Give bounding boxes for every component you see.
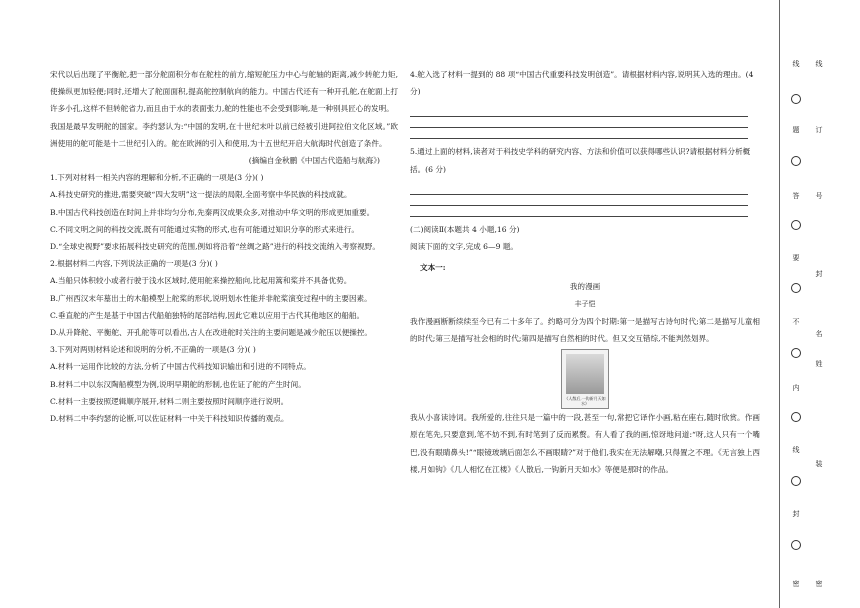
binding-hole (791, 476, 801, 486)
comic-illustration (561, 349, 609, 409)
question-stem: 1.下列对材料一相关内容的理解和分析,不正确的一项是(3 分)( ) (50, 173, 264, 183)
answer-line[interactable] (410, 106, 748, 117)
essay-paragraph-2: 我从小喜读诗词。我所爱的,往往只是一篇中的一段,甚至一句,常把它译作小画,粘在座右,随时欣赏。作画原在笔先,只要意到,笔不妨不到,有时笔到了反而累赘。有人看了我的画,惊讶地问道:“呀,这人只有一个嘴巴,没有眼睛鼻头!”“眼镜玻璃后面怎么不画眼睛?”对于他们,我实在无法解嘲,只得置之不理。《无言独上西楼,月如钩》《几人相忆在江楼》《人散后,一钩新月天如水》等便是那时的作品。 (410, 413, 760, 474)
text-one-label: 文本一: (420, 263, 446, 273)
binding-hole (791, 540, 801, 550)
material-two-paragraph-2: 我国是最早发明舵的国家。李约瑟认为:“中国的发明,在十世纪末叶以前已经被引进阿拉伯文化区域。”欧洲使用的舵可能是十二世纪引入的。舵在欧洲的引入和使用,为十五世纪开启大航海时代创造了条件。 (50, 121, 398, 148)
binding-hole (791, 283, 801, 293)
material-source: (摘编自金秋鹏《中国古代造船与航海》) (248, 156, 380, 166)
binding-mark: 封 (815, 270, 823, 278)
option-c: C.垂直舵的产生是基于中国古代船舶独特的尾部结构,因此它难以应用于古代其他地区的船舶。 (50, 310, 365, 320)
option-a: A.材料一运用作比较的方法,分析了中国古代科技知识输出和引进的不同特点。 (50, 362, 311, 372)
binding-divider (779, 0, 780, 608)
answer-line[interactable] (410, 206, 748, 217)
answer-line[interactable] (410, 195, 748, 206)
answer-line[interactable] (410, 117, 748, 128)
option-c: C.不同文明之间的科技交流,既有可能通过实物的形式,也有可能通过知识分享的形式来进行。 (50, 224, 359, 234)
binding-mark: 线 (815, 60, 823, 68)
binding-hole (791, 220, 801, 230)
binding-mark: 密 (792, 580, 800, 588)
option-d: D.“全球史视野”要求拓展科技史研究的范围,例如将沿着“丝绸之路”进行的科技交流纳入考察视野。 (50, 242, 380, 252)
question-stem: 3.下列对两则材料论述和说明的分析,不正确的一项是(3 分)( ) (50, 345, 256, 355)
binding-hole (791, 94, 801, 104)
option-b: B.材料二中以东汉陶船模型为例,说明早期舵的形制,也佐证了舵的产生时间。 (50, 379, 306, 389)
question-4: 4.舵入选了材料一提到的 88 项“中国古代重要科技发明创造”。请根据材料内容,说明其入选的理由。(4 分) (410, 70, 754, 97)
section-instruction: 阅读下面的文字,完成 6—9 题。 (410, 242, 519, 252)
binding-mark: 线 (792, 446, 800, 454)
question-3 (50, 341, 398, 427)
binding-hole (791, 156, 801, 166)
binding-mark: 线 (792, 60, 800, 68)
answer-line[interactable] (410, 184, 748, 195)
answer-area-5[interactable] (410, 184, 760, 217)
option-b: B.中国古代科技创造在时间上并非均匀分布,先秦两汉成果众多,对推动中华文明的形成更加重要。 (50, 207, 375, 217)
binding-mark: 要 (792, 254, 800, 262)
answer-area-4[interactable] (410, 106, 760, 139)
section-title: (二)阅读Ⅱ(本题共 4 小题,16 分) (410, 224, 520, 234)
right-column (410, 66, 760, 478)
binding-mark: 号 (815, 192, 823, 200)
question-1 (50, 169, 398, 255)
option-b: B.广州西汉末年墓出土的木船模型上舵桨的形状,说明划水性能并非舵桨演变过程中的主要因素。 (50, 293, 372, 303)
material-two-paragraph-1: 宋代以后出现了平衡舵,把一部分舵面积分布在舵柱的前方,缩短舵压力中心与舵轴的距离,减少转舵力矩,使操纵更加轻便;同时,还增大了舵面面积,提高舵控制航向的能力。中国古代还有一种开孔舵,在舵面上打许多小孔,这样不但转舵省力,而且由于水的表面张力,舵的性能也不会受到影响,是一种别具匠心的发明。 (50, 70, 398, 114)
option-a: A.当船只体积较小或者行驶于浅水区域时,使用舵来操控船向,比起用篙和桨并不具备优势。 (50, 276, 352, 286)
comic-picture (566, 354, 604, 394)
option-d: D.材料二中李约瑟的论断,可以佐证材料一中关于科技知识传播的观点。 (50, 414, 289, 424)
binding-mark: 不 (792, 318, 800, 326)
binding-right-strip (813, 0, 825, 608)
binding-mark: 姓 (815, 360, 823, 368)
comic-caption: 《人散后,一钩新月天如水》 (564, 396, 606, 407)
question-stem: 2.根据材料二内容,下列说法正确的一项是(3 分)( ) (50, 259, 218, 269)
binding-mark: 订 (815, 126, 823, 134)
binding-mark: 名 (815, 330, 823, 338)
binding-hole (791, 412, 801, 422)
binding-mark: 内 (792, 384, 800, 392)
option-a: A.科技史研究的推进,需要突破“四大发明”这一提法的局限,全面考察中华民族的科技成就。 (50, 190, 352, 200)
question-2 (50, 255, 398, 341)
left-column (50, 66, 398, 427)
answer-line[interactable] (410, 128, 748, 139)
binding-mark: 答 (792, 192, 800, 200)
binding-mark: 装 (815, 460, 823, 468)
option-d: D.从升降舵、平衡舵、开孔舵等可以看出,古人在改进舵时关注的主要问题是减少舵压以便操控。 (50, 328, 372, 338)
essay-author: 丰子恺 (574, 299, 596, 308)
essay-paragraph-1: 我作漫画断断续续至今已有二十多年了。约略可分为四个时期:第一是描写古诗句时代;第二是描写儿童相的时代;第三是描写社会相的时代;第四是描写自然相的时代。但又交互错综,不能判然划界。 (410, 316, 760, 344)
essay-title: 我的漫画 (569, 282, 601, 292)
binding-left-strip (790, 0, 802, 608)
binding-mark: 密 (815, 580, 823, 588)
binding-mark: 题 (792, 126, 800, 134)
binding-hole (791, 348, 801, 358)
question-5: 5.通过上面的材料,读者对于科技史学科的研究内容、方法和价值可以获得哪些认识?请根据材料分析概括。(6 分) (410, 147, 751, 174)
option-c: C.材料一主要按照逻辑顺序展开,材料二则主要按照时间顺序进行说明。 (50, 396, 289, 406)
binding-mark: 封 (792, 510, 800, 518)
